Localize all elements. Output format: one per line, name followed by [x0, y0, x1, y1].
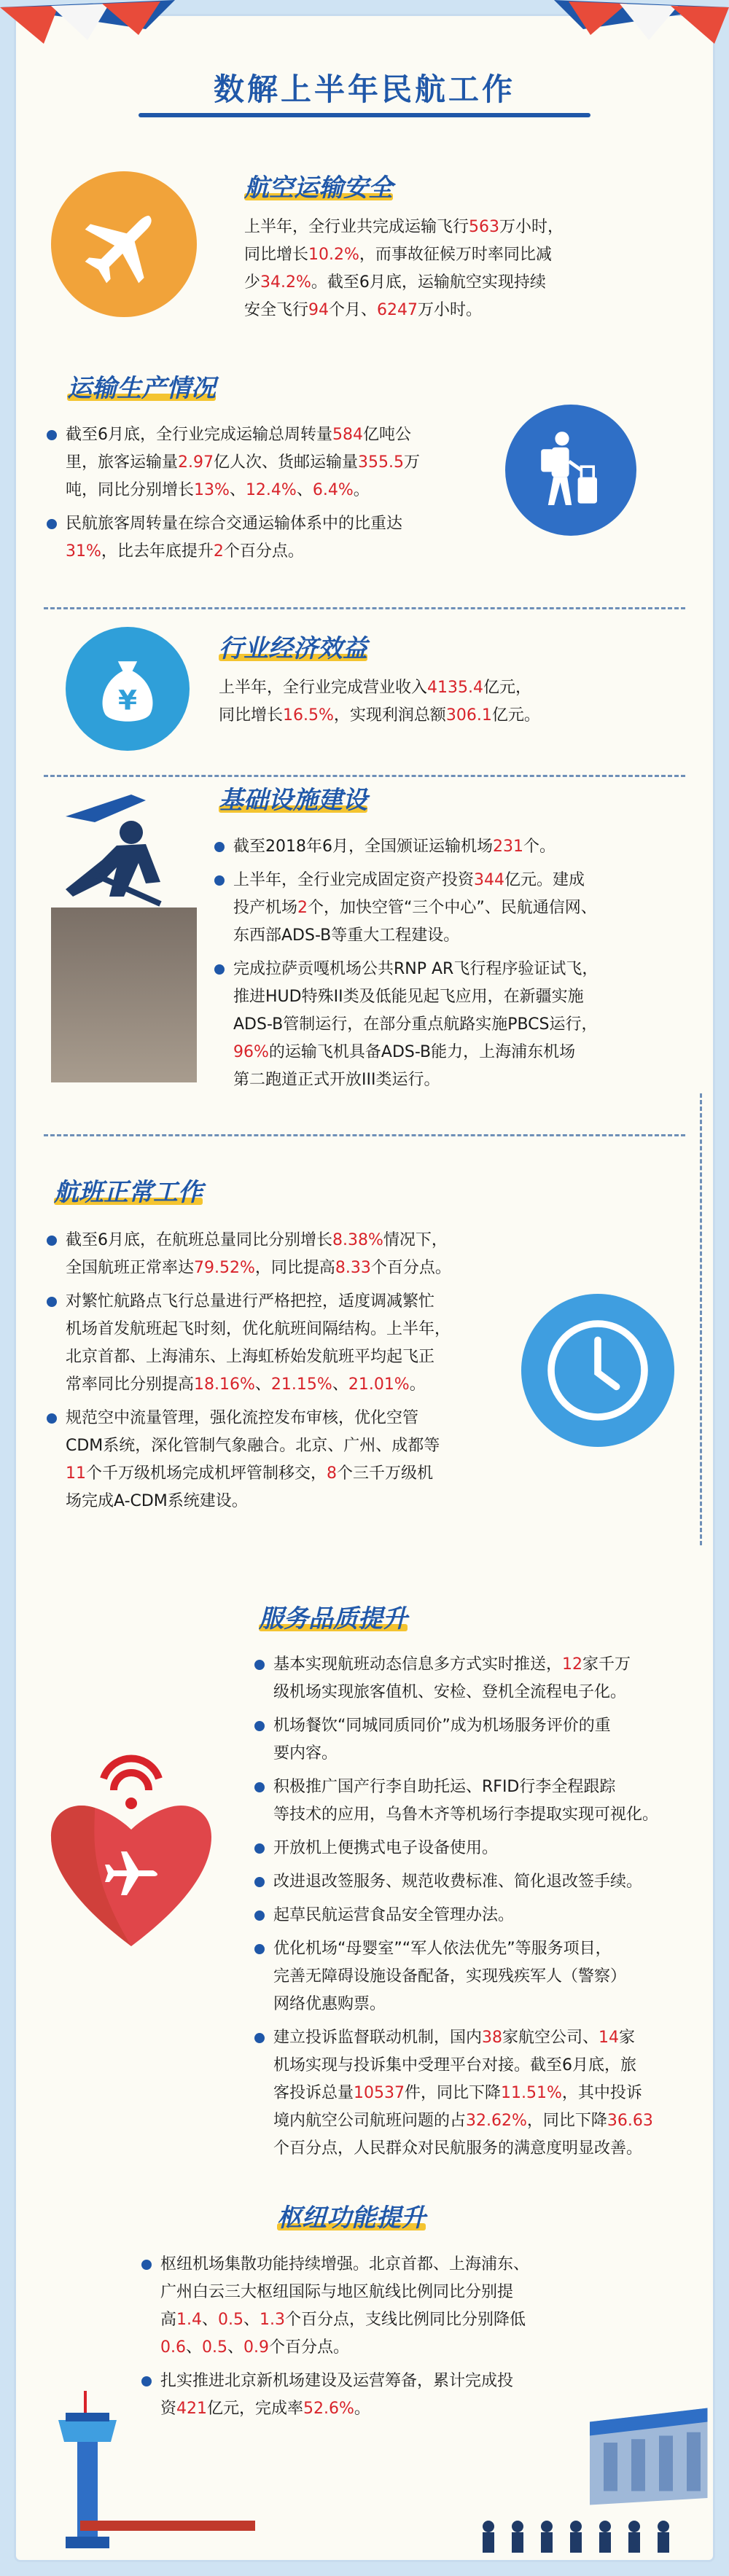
text-segment: 个三千万级机	[337, 1464, 434, 1483]
safety-text	[244, 214, 652, 324]
text-segment: 投产机场	[233, 899, 298, 917]
highlight-number: 0.6	[160, 2338, 186, 2357]
text-segment: 东西部ADS-B等重大工程建设。	[233, 926, 460, 945]
divider-2	[44, 775, 685, 777]
highlight-number: 31%	[66, 542, 101, 561]
list-item	[252, 1835, 685, 1862]
economy-text	[219, 674, 656, 730]
text-segment: 机场首发航班起飞时刻，优化航班间隔结构。上半年，	[66, 1320, 451, 1338]
text-segment: ，实现利润总额	[333, 706, 446, 725]
text-segment: 个，加快空管“三个中心”、民航通信网、	[308, 899, 597, 917]
text-segment: 完成拉萨贡嘎机场公共RNP AR飞行程序验证试飞，	[233, 960, 599, 978]
text-segment: 规范空中流量管理，强化流控发布审核，优化空管	[66, 1409, 419, 1427]
bullet-icon	[254, 1782, 265, 1792]
highlight-number: 231	[493, 838, 523, 856]
text-segment: 家航空公司、	[502, 2029, 599, 2047]
text-segment: 的运输飞机具备ADS-B能力，上海浦东机场	[268, 1043, 576, 1061]
text-segment: 件，同比下降	[405, 2084, 502, 2102]
highlight-number: 0.9	[243, 2338, 270, 2357]
text-segment: 全国航班正常率达	[66, 1259, 195, 1277]
airplane-icon	[77, 197, 171, 292]
text-segment: 基本实现航班动态信息多方式实时推送，	[273, 1655, 563, 1674]
service-list	[252, 1651, 685, 2169]
clock-icon	[539, 1312, 656, 1429]
highlight-number: 355.5	[358, 453, 404, 472]
bullet-icon	[214, 842, 225, 852]
text-segment: 等技术的应用，乌鲁木齐等机场行李提取实现可视化。	[273, 1806, 659, 1824]
list-item	[252, 1935, 685, 2018]
text-segment: 机场实现与投诉集中受理平台对接。截至6月底，旅	[273, 2056, 636, 2075]
text-line	[233, 1011, 678, 1039]
text-segment: 亿元。	[491, 706, 540, 725]
rubble-illustration	[51, 908, 197, 1082]
text-segment: 上半年，全行业共完成运输飞行	[244, 218, 469, 236]
text-segment: 对繁忙航路点飞行总量进行严格把控，适度调减繁忙	[66, 1292, 435, 1311]
highlight-number: 563	[469, 218, 500, 236]
text-segment: 场完成A-CDM系统建设。	[66, 1492, 248, 1510]
text-line	[273, 2080, 685, 2107]
svg-text:¥: ¥	[117, 684, 138, 717]
text-line	[66, 421, 510, 449]
text-line	[66, 510, 510, 538]
highlight-number: 421	[176, 2400, 208, 2418]
text-segment: 北京首都、上海浦东、上海虹桥始发航班平均起飞正	[66, 1348, 435, 1366]
punctuality-list	[44, 1227, 518, 1521]
text-segment: 家千万	[582, 1655, 631, 1674]
text-line	[273, 2052, 685, 2080]
divider-1	[44, 607, 685, 609]
text-line	[160, 2368, 620, 2395]
bullet-icon	[141, 2376, 152, 2386]
text-line	[160, 2334, 620, 2362]
highlight-number: 11	[66, 1464, 86, 1483]
text-line	[273, 1740, 685, 1768]
list-item	[252, 2024, 685, 2163]
highlight-number: 306.1	[445, 706, 492, 725]
list-item	[252, 1868, 685, 1896]
text-segment: 推进HUD特殊II类及低能见起飞应用，在新疆实施	[233, 988, 584, 1006]
highlight-number: 13%	[194, 481, 230, 499]
text-line	[66, 1371, 518, 1399]
text-segment: 个百分点。	[269, 2338, 350, 2357]
text-segment: 广州白云三大枢纽国际与地区航线比例同比分别提	[160, 2283, 514, 2301]
list-item	[44, 510, 510, 566]
text-segment: 亿元，	[483, 679, 532, 697]
text-line	[273, 1773, 685, 1801]
text-segment: 万	[404, 453, 421, 472]
text-segment: 机场餐饮“同城同质同价”成为机场服务评价的重	[273, 1717, 611, 1735]
text-line	[219, 674, 656, 702]
list-item	[44, 421, 510, 504]
text-segment: 、	[227, 2338, 244, 2357]
bullet-icon	[141, 2260, 152, 2270]
text-line	[233, 1066, 678, 1094]
text-segment: 积极推广国产行李自助托运、RFID行李全程跟踪	[273, 1778, 616, 1796]
highlight-number: 12	[562, 1655, 583, 1674]
text-segment: 、	[296, 481, 313, 499]
infrastructure-list	[211, 833, 678, 1100]
highlight-number: 1.4	[176, 2311, 203, 2329]
highlight-number: 584	[332, 426, 363, 444]
section-title-safety: 航空运输安全	[244, 173, 393, 203]
bullet-icon	[47, 1236, 57, 1246]
text-line	[244, 297, 652, 324]
text-segment: 万小时。	[418, 301, 483, 319]
bullet-icon	[254, 1944, 265, 1954]
text-segment: 高	[160, 2311, 177, 2329]
text-segment: ，同比提高	[254, 1259, 335, 1277]
text-segment: 。	[409, 1375, 426, 1394]
text-line	[66, 449, 510, 477]
text-line	[233, 956, 678, 983]
text-segment: 亿人次、货邮运输量	[214, 453, 359, 472]
highlight-number: 34.2%	[260, 273, 311, 292]
list-item	[252, 1712, 685, 1768]
highlight-number: 8.38%	[332, 1231, 383, 1249]
text-segment: ，其中投诉	[561, 2084, 642, 2102]
text-segment: 。	[354, 2400, 370, 2418]
text-line	[66, 1227, 518, 1254]
bullet-icon	[214, 875, 225, 886]
text-line	[233, 922, 678, 950]
traveler-badge	[505, 405, 636, 536]
highlight-number: 52.6%	[303, 2400, 354, 2418]
text-segment: 亿元。建成	[504, 871, 585, 889]
text-segment: 截至6月底，全行业完成运输总周转量	[66, 426, 332, 444]
text-segment: 、	[332, 1375, 348, 1394]
crowd-icon	[36, 2513, 693, 2557]
highlight-number: 38	[482, 2029, 503, 2047]
text-segment: 、	[229, 481, 246, 499]
money-bag-icon	[87, 645, 168, 729]
text-segment: 枢纽机场集散功能持续增强。北京首都、上海浦东、	[160, 2255, 530, 2273]
highlight-number: 18.16%	[194, 1375, 255, 1394]
highlight-number: 344	[474, 871, 505, 889]
text-line	[66, 1405, 518, 1432]
bullet-icon	[254, 1910, 265, 1921]
bullet-icon	[254, 1877, 265, 1887]
highlight-number: 11.51%	[501, 2084, 562, 2102]
text-line	[233, 867, 678, 894]
dashed-vertical	[700, 1093, 702, 1545]
highlight-number: 4135.4	[427, 679, 483, 697]
text-line	[66, 538, 510, 566]
text-segment: 资	[160, 2400, 177, 2418]
text-line	[160, 2279, 620, 2306]
text-segment: 亿元，完成率	[207, 2400, 304, 2418]
highlight-number: 14	[599, 2029, 620, 2047]
text-line	[233, 983, 678, 1011]
highlight-number: 2	[213, 542, 224, 561]
highlight-number: 21.15%	[270, 1375, 332, 1394]
list-item	[211, 867, 678, 950]
divider-3	[44, 1134, 685, 1136]
highlight-number: 32.62%	[466, 2112, 527, 2130]
clock-badge	[521, 1294, 674, 1447]
text-segment: 亿吨公	[363, 426, 412, 444]
highlight-number: 12.4%	[245, 481, 297, 499]
text-line	[66, 1488, 518, 1515]
text-line	[273, 2024, 685, 2052]
text-segment: 、	[202, 2311, 219, 2329]
list-item	[139, 2251, 620, 2362]
section-title-infrastructure: 基础设施建设	[219, 786, 367, 815]
text-segment: 。	[353, 481, 370, 499]
text-segment: 个百分点，支线比例同比分别降低	[285, 2311, 526, 2329]
text-segment: 上半年，全行业完成固定资产投资	[233, 871, 475, 889]
airplane-badge	[51, 171, 197, 317]
text-line	[66, 1343, 518, 1371]
text-segment: 要内容。	[273, 1744, 338, 1763]
list-item	[211, 833, 678, 861]
text-segment: 吨，同比分别增长	[66, 481, 195, 499]
text-line	[273, 1963, 685, 1991]
text-line	[66, 1254, 518, 1282]
text-segment: 第二跑道正式开放III类运行。	[233, 1071, 440, 1089]
text-line	[233, 894, 678, 922]
text-line	[273, 2107, 685, 2135]
section-title-hub: 枢纽功能提升	[277, 2204, 426, 2233]
text-segment: 个百分点，人民群众对民航服务的满意度明显改善。	[273, 2139, 643, 2158]
highlight-number: 0.5	[202, 2338, 228, 2357]
text-segment: 、	[243, 2311, 260, 2329]
highlight-number: 6247	[377, 301, 418, 319]
text-segment: 家	[619, 2029, 636, 2047]
highlight-number: 10.2%	[308, 246, 359, 264]
text-segment: 同比增长	[219, 706, 284, 725]
text-line	[273, 1801, 685, 1829]
text-segment: 网络优惠购票。	[273, 1995, 386, 2013]
text-line	[66, 1316, 518, 1343]
text-segment: 改进退改签服务、规范收费标准、简化退改签手续。	[273, 1873, 643, 1891]
text-segment: 上半年，全行业完成营业收入	[219, 679, 428, 697]
text-segment: CDM系统，深化管制气象融合。北京、广州、成都等	[66, 1437, 440, 1455]
highlight-number: 16.5%	[283, 706, 334, 725]
text-line	[244, 214, 652, 241]
bullet-icon	[254, 1843, 265, 1854]
bullet-icon	[47, 1413, 57, 1424]
highlight-number: 79.52%	[194, 1259, 255, 1277]
text-line	[160, 2395, 620, 2423]
text-line	[273, 1868, 685, 1896]
text-line	[160, 2306, 620, 2334]
text-segment: 个月、	[329, 301, 378, 319]
list-item	[252, 1651, 685, 1706]
text-segment: 、	[254, 1375, 271, 1394]
highlight-number: 21.01%	[348, 1375, 410, 1394]
bullet-icon	[47, 1297, 57, 1307]
list-item	[44, 1288, 518, 1399]
bullet-icon	[254, 1660, 265, 1670]
traveler-icon	[527, 423, 615, 518]
text-segment: 个。	[523, 838, 556, 856]
section-title-service: 服务品质提升	[259, 1604, 408, 1634]
section-title-production: 运输生产情况	[67, 374, 216, 403]
text-segment: 安全飞行	[244, 301, 309, 319]
money-badge	[66, 627, 190, 751]
text-line	[244, 269, 652, 297]
terminal-icon	[576, 2398, 714, 2515]
text-line	[66, 1288, 518, 1316]
hub-list	[139, 2251, 620, 2429]
text-segment: 。截至6月底，运输航空实现持续	[311, 273, 546, 292]
list-item	[139, 2368, 620, 2423]
text-line	[273, 2135, 685, 2163]
text-segment: 个百分点。	[223, 542, 304, 561]
text-line	[244, 241, 652, 269]
bullet-icon	[214, 964, 225, 975]
highlight-number: 96%	[233, 1043, 269, 1061]
list-item	[44, 1227, 518, 1282]
text-segment: 同比增长	[244, 246, 309, 264]
bullet-icon	[254, 2033, 265, 2043]
text-segment: ，比去年底提升	[101, 542, 214, 561]
text-line	[273, 1991, 685, 2018]
text-segment: 开放机上便携式电子设备使用。	[273, 1839, 499, 1857]
highlight-number: 2.97	[178, 453, 214, 472]
text-line	[160, 2251, 620, 2279]
text-line	[66, 1432, 518, 1460]
section-title-punctuality: 航班正常工作	[54, 1178, 203, 1207]
text-line	[273, 1835, 685, 1862]
highlight-number: 8.33	[335, 1259, 371, 1277]
text-line	[273, 1679, 685, 1706]
text-line	[233, 833, 678, 861]
list-item	[252, 1902, 685, 1929]
list-item	[44, 1405, 518, 1515]
text-segment: 建立投诉监督联动机制，国内	[273, 2029, 483, 2047]
text-line	[66, 477, 510, 504]
text-line	[219, 702, 656, 730]
text-segment: 截至6月底，在航班总量同比分别增长	[66, 1231, 332, 1249]
text-segment: ，而事故征候万时率同比减	[359, 246, 552, 264]
bullet-icon	[47, 519, 57, 529]
highlight-number: 94	[308, 301, 330, 319]
highlight-number: 6.4%	[312, 481, 354, 499]
text-segment: 扎实推进北京新机场建设及运营筹备，累计完成投	[160, 2372, 514, 2390]
text-line	[273, 1651, 685, 1679]
text-segment: 起草民航运营食品安全管理办法。	[273, 1906, 515, 1924]
production-list	[44, 421, 510, 571]
heart-plane-icon	[44, 1735, 219, 1954]
text-segment: 客投诉总量	[273, 2084, 354, 2102]
list-item	[211, 956, 678, 1094]
text-segment: ，同比下降	[526, 2112, 607, 2130]
section-title-economy: 行业经济效益	[219, 634, 367, 663]
text-line	[273, 1712, 685, 1740]
text-segment: ADS-B管制运行，在部分重点航路实施PBCS运行，	[233, 1015, 598, 1034]
highlight-number: 8	[327, 1464, 338, 1483]
highlight-number: 10537	[354, 2084, 405, 2102]
text-segment: 完善无障碍设施设备配备，实现残疾军人（警察）	[273, 1967, 627, 1986]
text-segment: 境内航空公司航班问题的占	[273, 2112, 467, 2130]
text-line	[273, 1935, 685, 1963]
text-line	[233, 1039, 678, 1066]
text-segment: 常率同比分别提高	[66, 1375, 195, 1394]
title-underline	[139, 113, 590, 117]
text-segment: 里，旅客运输量	[66, 453, 179, 472]
text-segment: 个百分点。	[370, 1259, 451, 1277]
highlight-number: 2	[297, 899, 308, 917]
text-segment: 优化机场“母婴室”“军人依法优先”等服务项目，	[273, 1940, 612, 1958]
page-title: 数解上半年民航工作	[213, 71, 515, 107]
text-segment: 、	[186, 2338, 203, 2357]
text-line	[66, 1460, 518, 1488]
bullet-icon	[47, 430, 57, 440]
list-item	[252, 1773, 685, 1829]
text-segment: 少	[244, 273, 261, 292]
highlight-number: 0.5	[218, 2311, 244, 2329]
highlight-number: 1.3	[260, 2311, 286, 2329]
text-line	[273, 1902, 685, 1929]
text-segment: 民航旅客周转量在综合交通运输体系中的比重达	[66, 515, 403, 533]
text-segment: 万小时，	[499, 218, 564, 236]
bullet-icon	[254, 1721, 265, 1731]
text-segment: 截至2018年6月，全国颁证运输机场	[233, 838, 493, 856]
text-segment: 个千万级机场完成机坪管制移交，	[86, 1464, 327, 1483]
highlight-number: 36.63	[607, 2112, 653, 2130]
text-segment: 级机场实现旅客值机、安检、登机全流程电子化。	[273, 1683, 627, 1701]
text-segment: 情况下，	[383, 1231, 448, 1249]
